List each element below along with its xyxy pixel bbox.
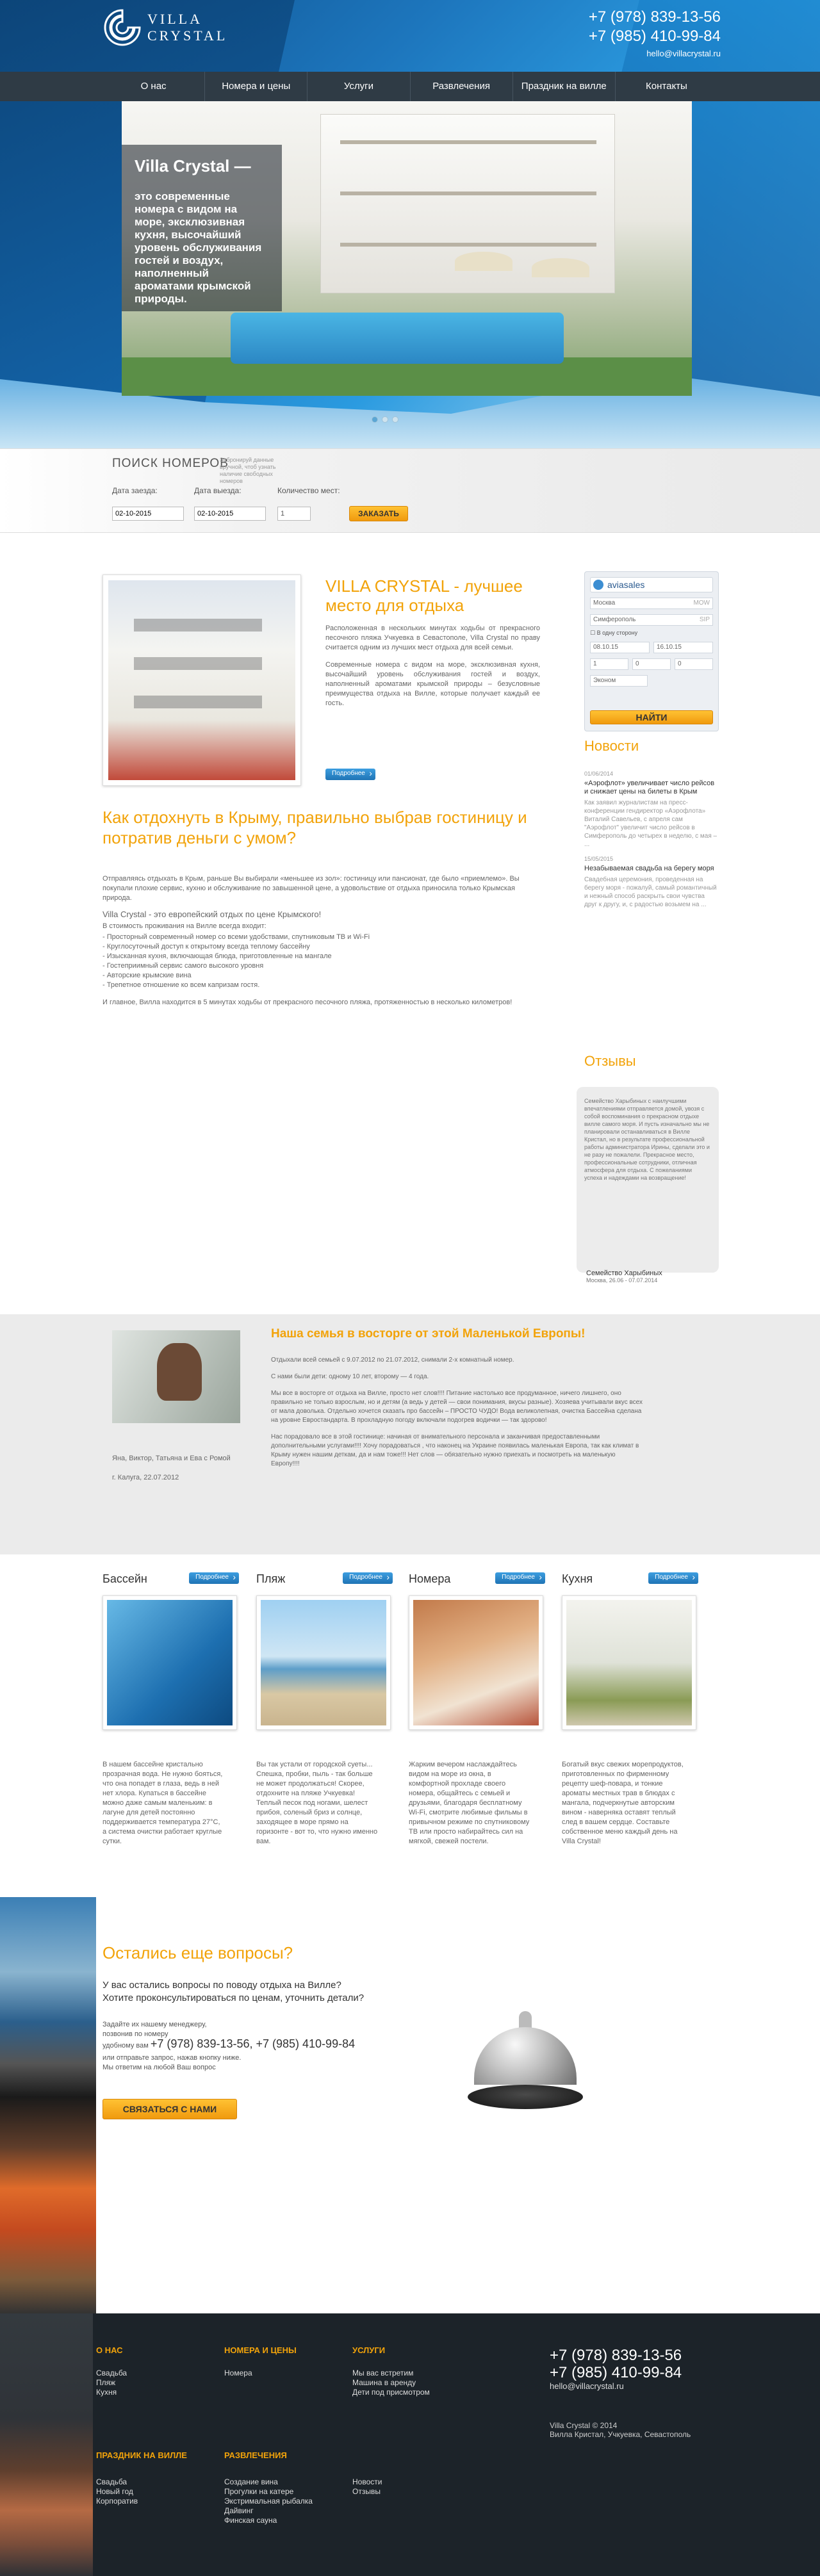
questions-line: удобному вам bbox=[102, 2042, 149, 2050]
footer-link[interactable]: Пляж bbox=[96, 2378, 116, 2387]
nav-item-rooms[interactable]: Номера и цены bbox=[205, 72, 308, 101]
avia-date-return[interactable]: 16.10.15 bbox=[653, 642, 713, 653]
footer-list-services bbox=[352, 2368, 430, 2397]
testimonial-section bbox=[0, 1314, 820, 1554]
footer-link[interactable]: Мы вас встретим bbox=[352, 2368, 414, 2377]
feature-more-button[interactable]: Подробнее › bbox=[343, 1572, 393, 1584]
footer-link[interactable]: Машина в аренду bbox=[352, 2378, 416, 2387]
intro-title: VILLA CRYSTAL - лучшее место для отдыха bbox=[325, 576, 523, 615]
contact-us-button[interactable]: СВЯЗАТЬСЯ С НАМИ bbox=[102, 2099, 237, 2119]
footer-title-party[interactable]: ПРАЗДНИК НА ВИЛЛЕ bbox=[96, 2450, 187, 2460]
slider-dot[interactable] bbox=[372, 416, 378, 423]
list-item: - Круглосуточный доступ к открытому всегда теплому бассейну bbox=[102, 943, 310, 950]
bell-icon bbox=[468, 1992, 583, 2120]
footer-list-party bbox=[96, 2477, 138, 2506]
footer-address: Вилла Кристал, Учкуевка, Севастополь bbox=[550, 2430, 691, 2439]
testimonial-p: Нас порадовало все в этой гостинице: начиная от внимательного персонала и заканчивая предоставленными дополнительными услугами!!!! Хочу порадоваться , что наконец на Украине появилась маленькая Европа, так как климат в Крыму нужен нашим деткам, да и нам тоже!!! Нет слов — обязательно нужно приехать и посмотреть на маленькую Европу!!!! bbox=[271, 1433, 639, 1467]
feature-more-button[interactable]: Подробнее › bbox=[648, 1572, 698, 1584]
hero-section bbox=[0, 0, 820, 448]
footer-link[interactable]: Создание вина bbox=[224, 2477, 278, 2486]
checkin-input[interactable] bbox=[112, 507, 184, 521]
footer bbox=[0, 2313, 820, 2576]
footer-link[interactable]: Экстримальная рыбалка bbox=[224, 2497, 313, 2506]
footer-phones bbox=[550, 2347, 682, 2381]
questions-line: или отправьте запрос, нажав кнопку ниже. bbox=[102, 2054, 242, 2062]
questions-phones[interactable]: +7 (978) 839-13-56, +7 (985) 410-99-84 bbox=[150, 2037, 356, 2050]
footer-title-rooms[interactable]: НОМЕРА И ЦЕНЫ bbox=[224, 2345, 297, 2355]
feature-photo bbox=[562, 1595, 696, 1730]
footer-list-misc bbox=[352, 2477, 382, 2497]
header-phone2[interactable]: +7 (985) 410-99-84 bbox=[588, 28, 721, 45]
intro-more-button[interactable]: Подробнее › bbox=[325, 769, 375, 780]
footer-title-entertainment[interactable]: РАЗВЛЕЧЕНИЯ bbox=[224, 2450, 287, 2460]
list-item: - Авторские крымские вина bbox=[102, 972, 192, 979]
footer-link[interactable]: Корпоратив bbox=[96, 2497, 138, 2506]
avia-date-depart[interactable]: 08.10.15 bbox=[590, 642, 650, 653]
features-section bbox=[0, 1554, 820, 1897]
avia-search-button[interactable]: НАЙТИ bbox=[590, 710, 713, 724]
testimonial-p: Отдыхали всей семьей с 9.07.2012 по 21.07.2012, снимали 2-х комнатный номер. bbox=[271, 1357, 514, 1364]
search-title: ПОИСК НОМЕРОВ bbox=[112, 457, 229, 470]
intro-text bbox=[325, 624, 540, 716]
testimonial-text bbox=[271, 1356, 643, 1476]
feature-name: Пляж bbox=[256, 1572, 286, 1585]
testimonial-title: Наша семья в восторге от этой Маленькой Европы! bbox=[271, 1327, 586, 1341]
article-text bbox=[102, 874, 545, 1014]
news-item-title[interactable]: Незабываемая свадьба на берегу моря bbox=[584, 865, 714, 872]
guests-label: Количество мест: bbox=[277, 486, 340, 495]
feature-name: Бассейн bbox=[102, 1572, 147, 1585]
feature-kitchen bbox=[562, 1572, 700, 1845]
footer-title-services[interactable]: УСЛУГИ bbox=[352, 2345, 386, 2355]
intro-p1: Расположенная в нескольких минутах ходьбы от прекрасного песочного пляжа Учкуевка в Севастополе, Villa Crystal по праву считается одним из лучших мест отдыха для всей семьи. bbox=[325, 624, 540, 651]
avia-from-input[interactable]: Москва MOW bbox=[590, 598, 713, 609]
decor-strip bbox=[0, 2313, 93, 2576]
feature-rooms bbox=[409, 1572, 546, 1845]
footer-email[interactable]: hello@villacrystal.ru bbox=[550, 2381, 624, 2391]
feature-photo bbox=[256, 1595, 391, 1730]
article-p4: И главное, Вилла находится в 5 минутах ходьбы от прекрасного песочного пляжа, протяженностью в несколько километров! bbox=[102, 999, 512, 1006]
footer-link[interactable]: Прогулки на катере bbox=[224, 2487, 294, 2496]
review-card: Семейство Харыбиных с наилучшими впечатлениями отправляется домой, увозя с собой воспоминания о прекрасном отдыхе вилле самого моря. И пусть изначально мы не планировали останавливаться в Вилле Кристал, но в результате профессиональной работы администратора Ирины, сделали это и не разу не пожалели. Прекрасное место, профессиональные сотрудники, отличная атмосфера для отдыха. С пожеланиями успеха и надеждами на возвращение! bbox=[577, 1087, 719, 1273]
logo[interactable] bbox=[102, 8, 227, 47]
avia-class-select[interactable]: Эконом bbox=[590, 675, 648, 687]
brand-line2: CRYSTAL bbox=[147, 28, 228, 44]
intro-photo bbox=[102, 575, 301, 786]
footer-phone1[interactable]: +7 (978) 839-13-56 bbox=[550, 2347, 682, 2364]
review-signature bbox=[586, 1269, 662, 1284]
footer-link[interactable]: Номера bbox=[224, 2368, 252, 2377]
questions-lead bbox=[102, 1979, 423, 2005]
news-date: 01/06/2014 bbox=[584, 770, 614, 777]
footer-link[interactable]: Свадьба bbox=[96, 2368, 127, 2377]
intro-p2: Современные номера с видом на море, эксклюзивная кухня, высочайший уровень обслуживания гостей и воздух, наполненный ароматами крымской природы – безусловные преимущества отдыха на Вилле, которые получает каждый ее гость. bbox=[325, 661, 540, 707]
main-nav bbox=[0, 72, 820, 101]
footer-list-rooms bbox=[224, 2368, 252, 2378]
feature-name: Номера bbox=[409, 1572, 451, 1585]
nav-item-entertainment[interactable]: Развлечения bbox=[411, 72, 513, 101]
news-item-text: Свадебная церемония, проведенная на берегу моря - пожалуй, самый романтичный и нежный способ раскрыть свои чувства друг к другу, и, с радостью возьмем на ... bbox=[584, 876, 717, 908]
questions-line: Мы ответим на любой Ваш вопрос bbox=[102, 2064, 216, 2071]
brand-line1: VILLA bbox=[147, 11, 202, 27]
testimonial-p: Мы все в восторге от отдыха на Вилле, просто нет слов!!!! Питание настолько все продуманное, ничего лишнего, оно правильно не только взрослым, но и детям (а ведь у детей — свои понимания, вкусы разные). Хозяева учитывали вкус всех от мала доволька. Отдельно хочется сказать про бассейн – ПРОСТО ЧУДО! Вода великолепная, очистка Бассейна сделана на уровне Евростандарта. В прохладную погоду включали подогрев водички — так здорово! bbox=[271, 1390, 643, 1424]
testimonial-p: С нами были дети: одному 10 лет, второму — 4 года. bbox=[271, 1373, 429, 1380]
feature-text: Богатый вкус свежих морепродуктов, приготовленных по фирменному рецепту шеф-повара, и тонкие ароматы местных трав в блюдах с мангала, подчеркнутые авторским вином - наверняка оставят теплый след в вашем сердце. Составьте собственное меню каждый день на Villa Crystal! bbox=[562, 1761, 684, 1845]
slider-dots bbox=[372, 416, 398, 423]
feature-text: Вы так устали от городской суеты... Спешка, пробки, пыль - так больше не может продолжаться! Скорее, отдохните на пляже Учкуевка! Теплый песок под ногами, шелест прибоя, соленый бриз и солнце, заходящее в море прямо на горизонте - вот то, что нужно именно вам. bbox=[256, 1761, 378, 1845]
footer-title-about[interactable]: О НАС bbox=[96, 2345, 123, 2355]
avia-adults[interactable]: 1 bbox=[590, 658, 628, 670]
questions-body bbox=[102, 2020, 423, 2073]
footer-link[interactable]: Дети под присмотром bbox=[352, 2388, 430, 2397]
footer-copy: Villa Crystal © 2014 bbox=[550, 2421, 618, 2430]
feature-pool bbox=[102, 1572, 240, 1845]
main-content bbox=[0, 533, 820, 1314]
feature-photo bbox=[409, 1595, 543, 1730]
news-title: Новости bbox=[584, 738, 639, 754]
feature-text: Жарким вечером наслаждайтесь видом на море из окна, в комфортной прохладе своего номера, общайтесь с семьей и друзьями, благодаря бесплатному Wi-Fi, смотрите любимые фильмы в привычном режиме по спутниковому ТВ или просто набирайтесь сил на мягкой, свежей постели. bbox=[409, 1761, 530, 1845]
article-p2: Villa Crystal - это европейский отдых по цене Крымского! bbox=[102, 909, 322, 919]
avia-infants[interactable]: 0 bbox=[675, 658, 713, 670]
avia-to-input[interactable]: Симферополь SIP bbox=[590, 614, 713, 626]
hero-text: это современные номера с видом на море, эксклюзивная кухня, высочайший уровень обслуживания гостей и воздух, наполненный ароматами крымской природы. bbox=[135, 190, 262, 305]
testimonial-where: г. Калуга, 22.07.2012 bbox=[112, 1474, 179, 1481]
hero-title: Villa Crystal — bbox=[135, 156, 251, 175]
review-meta: Москва, 26.06 - 07.07.2014 bbox=[586, 1277, 658, 1284]
list-item: - Просторный современный номер со всеми удобствами, спутниковым ТВ и Wi-Fi bbox=[102, 933, 370, 941]
search-hint: Забронируй данные вручной, чтоб узнать наличие свободных номеров bbox=[220, 457, 276, 484]
footer-link[interactable]: Отзывы bbox=[352, 2487, 381, 2496]
checkout-input[interactable] bbox=[194, 507, 266, 521]
questions-line: позвонив по номеру bbox=[102, 2030, 168, 2038]
questions-section bbox=[0, 1897, 820, 2313]
feature-name: Кухня bbox=[562, 1572, 593, 1585]
feature-beach bbox=[256, 1572, 394, 1845]
footer-link[interactable]: Свадьба bbox=[96, 2477, 127, 2486]
footer-list-about bbox=[96, 2368, 127, 2397]
testimonial-photo bbox=[112, 1330, 240, 1423]
nav-item-services[interactable]: Услуги bbox=[308, 72, 410, 101]
header-email[interactable]: hello@villacrystal.ru bbox=[646, 49, 721, 58]
checkout-label: Дата выезда: bbox=[194, 486, 242, 495]
nav-item-about[interactable]: О нас bbox=[102, 72, 205, 101]
nav-item-contacts[interactable]: Контакты bbox=[646, 81, 687, 92]
feature-more-button[interactable]: Подробнее › bbox=[495, 1572, 545, 1584]
aviasales-brand[interactable]: aviasales bbox=[590, 577, 713, 592]
news-list bbox=[584, 763, 719, 909]
list-item: - Изысканная кухня, включающая блюда, приготовленные на мангале bbox=[102, 952, 332, 960]
questions-lead-1: У вас остались вопросы по поводу отдыха на Вилле? bbox=[102, 1980, 341, 1991]
footer-link[interactable]: Новости bbox=[352, 2477, 382, 2486]
footer-link[interactable]: Дайвинг bbox=[224, 2506, 254, 2515]
testimonial-author bbox=[112, 1449, 253, 1487]
news-item-title[interactable]: «Аэрофлот» увеличивает число рейсов и снижает цены на билеты в Крым bbox=[584, 779, 715, 795]
avia-children[interactable]: 0 bbox=[632, 658, 671, 670]
feature-text: В нашем бассейне кристально прозрачная вода. Не нужно бояться, что она попадет в глаза, ведь в ней нет хлора. Купаться в бассейне можно даже самым маленьким: в лагуне для детей постоянно поддерживается температура 27°С, а система очистки работает круглые сутки. bbox=[102, 1761, 223, 1845]
feature-photo bbox=[102, 1595, 237, 1730]
slider-dot[interactable] bbox=[392, 416, 398, 423]
header-contacts bbox=[589, 8, 721, 58]
avia-oneway-checkbox[interactable]: ☐ В одну сторону bbox=[590, 630, 638, 636]
room-search bbox=[0, 448, 820, 533]
guests-select[interactable]: 1 bbox=[277, 507, 311, 521]
footer-phone2[interactable]: +7 (985) 410-99-84 bbox=[550, 2364, 682, 2381]
questions-lead-2: Хотите проконсультироваться по ценам, уточнить детали? bbox=[102, 1993, 365, 2003]
hero-caption bbox=[122, 145, 282, 311]
nav-item-party[interactable]: Праздник на вилле bbox=[513, 72, 616, 101]
reviews-title: Отзывы bbox=[584, 1053, 636, 1069]
review-author: Семейство Харыбиных bbox=[586, 1269, 662, 1277]
news-date: 15/05/2015 bbox=[584, 856, 614, 862]
news-item-text: Как заявил журналистам на пресс-конференции гендиректор «Аэрофлота» Виталий Савельев, с апреля сам "Аэрофлот" увеличит число рейсов в Симферополь до четырех в неделю, с мая – ... bbox=[584, 799, 718, 848]
footer-link[interactable]: Кухня bbox=[96, 2388, 117, 2397]
header-phone1[interactable]: +7 (978) 839-13-56 bbox=[588, 8, 721, 26]
footer-link[interactable]: Финская сауна bbox=[224, 2516, 277, 2525]
aviasales-widget bbox=[584, 571, 719, 731]
decor-strip bbox=[0, 1897, 96, 2313]
article-p3: В стоимость проживания на Вилле всегда входит: bbox=[102, 922, 266, 930]
slider-dot[interactable] bbox=[382, 416, 388, 423]
footer-list-entertainment bbox=[224, 2477, 313, 2525]
list-item: - Трепетное отношение ко всем капризам гостя. bbox=[102, 981, 260, 989]
questions-title: Остались еще вопросы? bbox=[102, 1943, 293, 1962]
article-p1: Отправляясь отдыхать в Крым, раньше Вы выбирали «меньшее из зол»: гостиницу или пансионат, где было «приемлемо». Вы покупали плохие сервис, кухню и обслуживание по завышенной цене, а удовольствие от отдыха приносила только Крымская природа. bbox=[102, 875, 520, 902]
article-list bbox=[102, 933, 545, 990]
feature-more-button[interactable]: Подробнее › bbox=[189, 1572, 239, 1584]
list-item: - Гостеприимный сервис самого высокого уровня bbox=[102, 962, 264, 970]
testimonial-who: Яна, Виктор, Татьяна и Ева с Ромой bbox=[112, 1455, 231, 1462]
footer-link[interactable]: Новый год bbox=[96, 2487, 133, 2496]
footer-copyright bbox=[550, 2421, 691, 2439]
questions-line: Задайте их нашему менеджеру, bbox=[102, 2021, 207, 2028]
article-title: Как отдохнуть в Крыму, правильно выбрав гостиницу и потратив деньги с умом? bbox=[102, 808, 527, 847]
checkin-label: Дата заезда: bbox=[112, 486, 158, 495]
order-button[interactable]: ЗАКАЗАТЬ bbox=[349, 506, 408, 521]
logo-icon bbox=[102, 8, 142, 47]
